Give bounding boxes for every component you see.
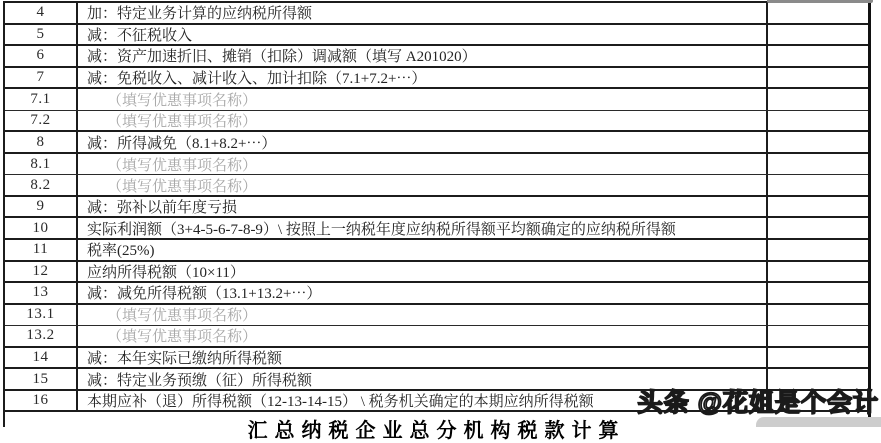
table-row [5,197,868,219]
row-label-cell: 减：所得减免（8.1+8.2+⋯） [78,132,768,152]
row-number-cell: 11 [5,240,78,260]
row-number-cell: 15 [5,369,78,389]
table-row [5,89,868,111]
row-amount-cell[interactable] [768,348,868,368]
table-row [5,240,868,262]
table-row [5,326,868,348]
row-amount-cell[interactable] [768,197,868,217]
table-row [5,154,868,176]
row-label-cell: 应纳所得税额（10×11） [78,262,768,282]
row-number-cell: 7.2 [5,111,78,131]
corporate-income-tax-table [3,1,871,443]
row-label-cell: （填写优惠事项名称） [78,89,768,110]
row-number-cell: 5 [5,25,78,45]
row-number-cell: 13.2 [5,326,78,346]
row-number-cell: 8.1 [5,154,78,175]
row-label-cell: （填写优惠事项名称） [78,111,768,131]
row-label-cell: 减：资产加速折旧、摊销（扣除）调减额（填写 A201020） [78,46,768,66]
row-label-cell: （填写优惠事项名称） [78,154,768,175]
table-row [5,68,868,90]
row-label-cell: 减：本年实际已缴纳所得税额 [78,348,768,368]
row-amount-cell[interactable] [768,283,868,303]
row-amount-cell[interactable] [768,240,868,260]
table-row [5,218,868,240]
row-label-cell: 减：特定业务预缴（征）所得税额 [78,369,768,389]
table-row [5,3,868,25]
row-number-cell: 13.1 [5,305,78,326]
toutiao-watermark: 头条 @花姐是个会计 [637,389,879,417]
row-label-cell: 税率(25%) [78,240,768,260]
row-label-cell: （填写优惠事项名称） [78,175,768,195]
row-amount-cell[interactable] [768,175,868,195]
row-amount-cell[interactable] [768,25,868,45]
row-amount-cell[interactable] [768,154,868,175]
row-label-cell: 实际利润额（3+4-5-6-7-8-9）\ 按照上一纳税年度应纳税所得额平均额确定的应纳税所得额 [78,218,768,238]
row-label-cell: 本期应补（退）所得税额（12-13-14-15） \ 税务机关确定的本期应纳所得税额 [78,391,768,411]
row-label-cell: 加：特定业务计算的应纳税所得额 [78,3,768,23]
row-amount-cell[interactable] [768,262,868,282]
table-row [5,132,868,154]
row-number-cell: 8 [5,132,78,152]
table-row [5,46,868,68]
row-amount-cell[interactable] [768,305,868,326]
table-row [5,175,868,197]
row-amount-cell[interactable] [768,46,868,66]
table-row [5,283,868,305]
row-number-cell: 12 [5,262,78,282]
table-row [5,262,868,284]
row-amount-cell[interactable] [768,68,868,88]
table-row [5,111,868,133]
row-number-cell: 4 [5,3,78,23]
row-amount-cell[interactable] [768,3,868,23]
row-number-cell: 13 [5,283,78,303]
section-header-title: 汇总纳税企业总分机构税款计算 [247,420,626,443]
table-row [5,348,868,370]
row-amount-cell[interactable] [768,132,868,152]
row-number-cell: 8.2 [5,175,78,195]
row-amount-cell[interactable] [768,326,868,346]
table-row [5,25,868,47]
row-number-cell: 7.1 [5,89,78,110]
top-right-partial-element [767,0,873,3]
row-number-cell: 9 [5,197,78,217]
row-label-cell: 减：不征税收入 [78,25,768,45]
row-number-cell: 6 [5,46,78,66]
row-amount-cell[interactable] [768,218,868,238]
row-amount-cell[interactable] [768,89,868,110]
row-label-cell: 减：弥补以前年度亏损 [78,197,768,217]
row-number-cell: 16 [5,391,78,411]
row-label-cell: （填写优惠事项名称） [78,305,768,326]
bottom-right-overlay [756,417,881,427]
table-row [5,305,868,327]
row-label-cell: 减：减免所得税额（13.1+13.2+⋯） [78,283,768,303]
row-amount-cell[interactable] [768,111,868,131]
row-label-cell: 减：免税收入、减计收入、加计扣除（7.1+7.2+⋯） [78,68,768,88]
row-label-cell: （填写优惠事项名称） [78,326,768,346]
row-number-cell: 7 [5,68,78,88]
row-number-cell: 10 [5,218,78,238]
row-number-cell: 14 [5,348,78,368]
